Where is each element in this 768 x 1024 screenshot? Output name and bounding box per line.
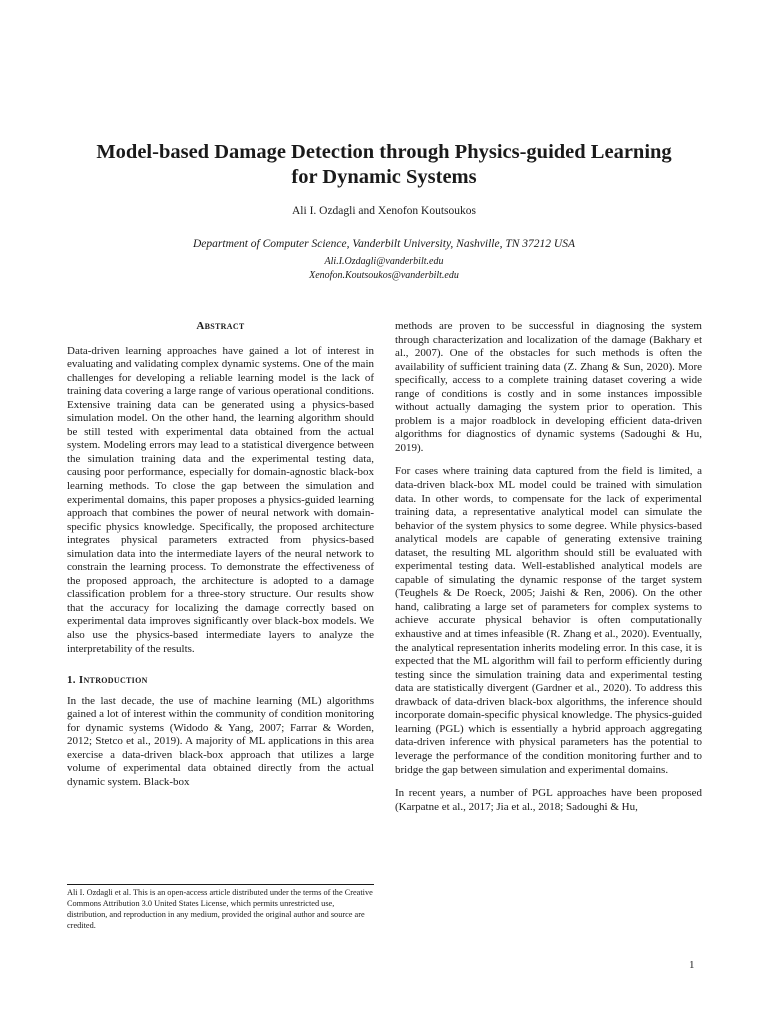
- abstract-text: Data-driven learning approaches have gained a lot of interest in evaluating and validating complex dynamic systems. One of the main challenges for developing a reliable learning model is the lack of training data covering a large range of various operational conditions. Extensive training data can be generated using a physics-based simulation model. On the other hand, the learning algorithm should be still tested with experimental data obtained from the actual system. Modeling errors may lead to a statistical divergence between the simulation training data and the experimental testing data, causing poor performance, especially for domain-agnostic black-box learning methods. To close the gap between the simulation and experimental domains, this paper proposes a physics-guided learning approach that combines the power of neural network with domain-specific physics knowledge. Specifically, the proposed architecture integrates physical parameters extracted from physics-based simulation data into the intermediate layers of the neural network to constrain the learning process. To demonstrate the effectiveness of the proposed approach, the architecture is adopted to a damage classification problem for a three-story structure. Our results show that the accuracy for localizing the damage correctly based on experimental data improves significantly over black-box models. We also use the physics-based intermediate layers to analyze the interpretability of the results.: [67, 344, 374, 655]
- author-list: Ali I. Ozdagli and Xenofon Koutsoukos: [292, 205, 476, 217]
- title-line-1: Model-based Damage Detection through Physics-guided Learning: [96, 141, 672, 163]
- affiliation: Department of Computer Science, Vanderbilt University, Nashville, TN 37212 USA: [192, 238, 575, 250]
- body-paragraph-3: In recent years, a number of PGL approaches have been proposed (Karpatne et al., 2017; Jia et al., 2018; Sadoughi & Hu,: [395, 787, 702, 813]
- body-paragraph-2: For cases where training data captured from the field is limited, a data-driven black-box ML model could be trained with simulation data. In other words, to compensate for the lack of experimental training data, a representative analytical model can simulate the behavior of the system physics to some degree. While physics-based analytical models are capable of generating extensive training dataset, the resulting ML algorithm should still be evaluated with experimental testing data. Well-established analytical models are capable of simulating the dynamic response of the target system (Teughels & De Roeck, 2005; Jaishi & Ren, 2006). On the other hand, calibrating a large set of parameters for complex systems to achieve accurate physical behavior is often computationally exhaustive and at times infeasible (R. Zhang et al., 2020). Eventually, the analytical representation inherits modeling error. In this case, it is expected that the ML algorithm will fail to perform efficiently during testing since the simulation training data and experimental testing data are statistically divergent (Gardner et al., 2020). To address this drawback of data-driven black-box algorithms, the inference should incorporate domain-specific physical knowledge. The physics-guided learning (PGL) which is essentially a hybrid approach aggregating data-driven inference with physical parameters has the potential to leverage the performance of the condition monitoring further and to bridge the gap between simulation and experimental domains.: [395, 465, 702, 776]
- author-email-1: Ali.I.Ozdagli@vanderbilt.edu: [324, 256, 444, 267]
- right-column: [395, 320, 702, 814]
- paper-title: [60, 140, 708, 190]
- introduction-heading: 1. Introduction: [67, 674, 148, 687]
- page-number: 1: [689, 959, 695, 971]
- license-footnote: Ali I. Ozdagli et al. This is an open-access article distributed under the terms of the Creative Commons Attribution 3.0 United States License, which permits unrestricted use, distribution, and reproduction in any medium, provided the original author and source are credited.: [67, 884, 374, 931]
- abstract-heading: Abstract: [196, 320, 245, 332]
- body-paragraph-1: methods are proven to be successful in diagnosing the system through characterization and localization of the damage (Bakhary et al., 2007). One of the obstacles for such methods is often the availability of sufficient training data (Z. Zhang & Sun, 2020). More specifically, access to a complete training dataset covering a wide range of conditions is costly and in some instances impossible without actually damaging the system prior to operation. This problem is a major roadblock in developing efficient data-driven algorithms for diagnostics of dynamic systems (Sadoughi & Hu, 2019).: [395, 320, 702, 454]
- title-line-2: for Dynamic Systems: [291, 166, 477, 188]
- introduction-text: In the last decade, the use of machine learning (ML) algorithms gained a lot of interest within the community of condition monitoring for dynamic systems (Widodo & Yang, 2007; Farrar & Worden, 2012; Stetco et al., 2019). A majority of ML applications in this area exercise a data-driven black-box approach that utilizes a large volume of experimental data obtained directly from the actual dynamic system. Black-box: [67, 694, 374, 788]
- left-column: [67, 320, 374, 790]
- author-email-2: Xenofon.Koutsoukos@vanderbilt.edu: [309, 270, 459, 281]
